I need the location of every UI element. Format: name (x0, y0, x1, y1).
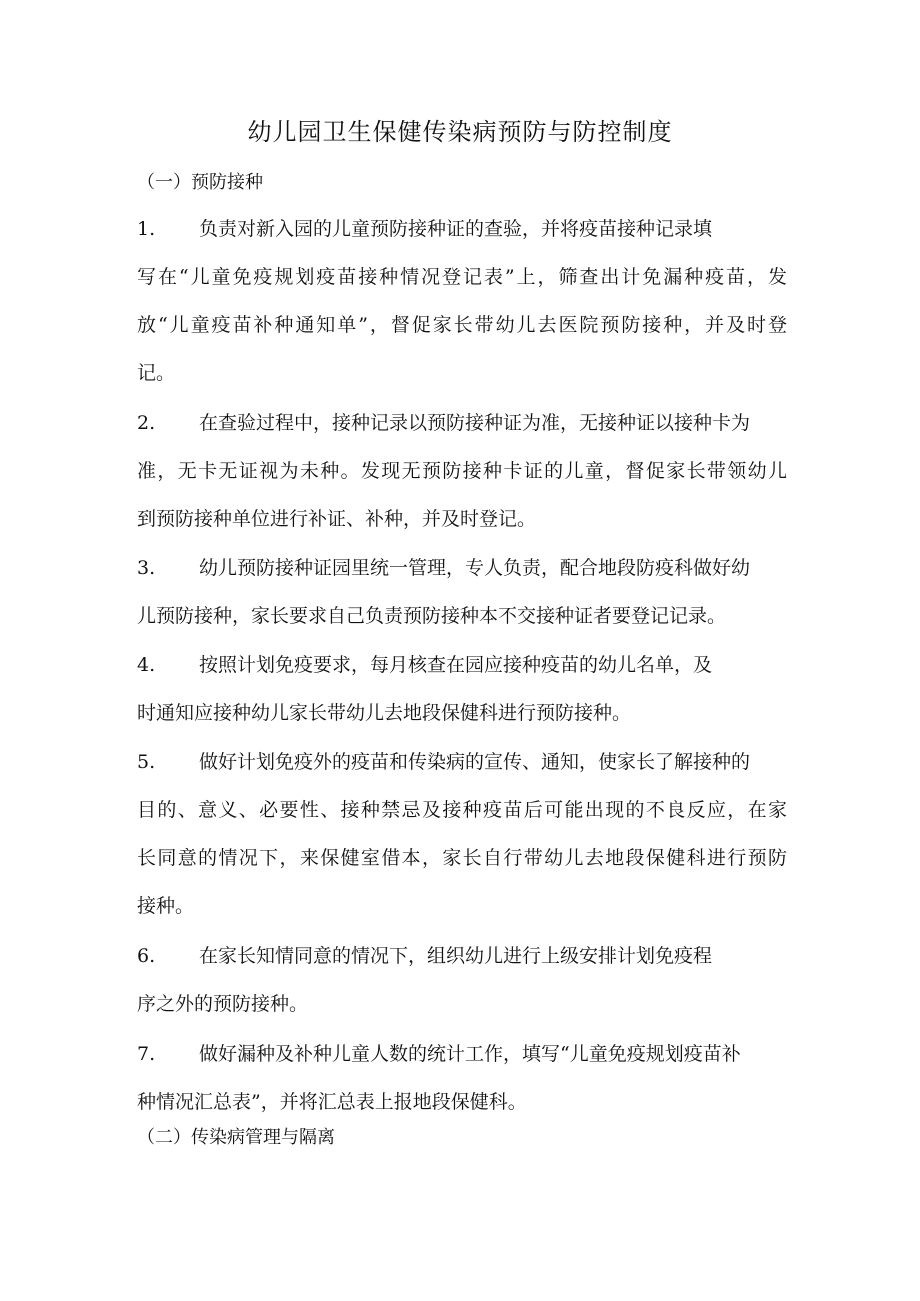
item-1-number: 1. (137, 218, 156, 240)
item-6-number: 6. (137, 945, 156, 967)
section-heading-1: （一）预防接种 (137, 172, 263, 193)
item-6-line-2: 序之外的预防接种。 (137, 993, 309, 1015)
item-3-line-2: 儿预防接种，家长要求自己负责预防接种本不交接种证者要登记记录。 (137, 605, 727, 627)
item-2-number: 2. (137, 412, 156, 434)
item-7-number: 7. (137, 1043, 156, 1065)
item-2-line-1: 2. 在查验过程中，接种记录以预防接种证为准，无接种证以接种卡为 (137, 408, 750, 438)
item-6-line-1: 6. 在家长知情同意的情况下，组织幼儿进行上级安排计划免疫程 (137, 941, 712, 971)
item-1-line-4: 记。 (137, 362, 176, 384)
item-5-line-1: 5. 做好计划免疫外的疫苗和传染病的宣传、通知，使家长了解接种的 (137, 747, 750, 777)
item-3-line-1: 3. 幼儿预防接种证园里统一管理，专人负责，配合地段防疫科做好幼 (137, 553, 750, 583)
item-2-line-3: 到预防接种单位进行补证、补种，并及时登记。 (137, 508, 537, 530)
item-5-line-4: 接种。 (137, 895, 195, 917)
item-4-line-2: 时通知应接种幼儿家长带幼儿去地段保健科进行预防接种。 (137, 702, 632, 724)
item-7-line-1: 7. 做好漏种及补种儿童人数的统计工作，填写“儿童免疫规划疫苗补 (137, 1039, 741, 1069)
item-1-line-2: 写在“儿童免疫规划疫苗接种情况登记表”上，筛查出计免漏种疫苗，发 (137, 266, 787, 288)
item-5-number: 5. (137, 751, 156, 773)
item-4-line-1: 4. 按照计划免疫要求，每月核查在园应接种疫苗的幼儿名单，及 (137, 650, 712, 680)
item-5-line-2: 目的、意义、必要性、接种禁忌及接种疫苗后可能出现的不良反应，在家 (137, 799, 787, 821)
item-5-line-3: 长同意的情况下，来保健室借本，家长自行带幼儿去地段保健科进行预防 (137, 847, 787, 869)
item-2-line-2: 准，无卡无证视为未种。发现无预防接种卡证的儿童，督促家长带领幼儿 (137, 460, 787, 482)
document-title: 幼儿园卫生保健传染病预防与防控制度 (247, 118, 673, 146)
item-1-line-1: 1. 负责对新入园的儿童预防接种证的查验，并将疫苗接种记录填 (137, 214, 712, 244)
item-1-line-3: 放“儿童疫苗补种通知单”，督促家长带幼儿去医院预防接种，并及时登 (137, 314, 787, 336)
item-4-number: 4. (137, 654, 156, 676)
section-heading-2: （二）传染病管理与隔离 (137, 1127, 335, 1148)
item-3-number: 3. (137, 557, 156, 579)
item-7-line-2: 种情况汇总表”，并将汇总表上报地段保健科。 (137, 1091, 527, 1113)
